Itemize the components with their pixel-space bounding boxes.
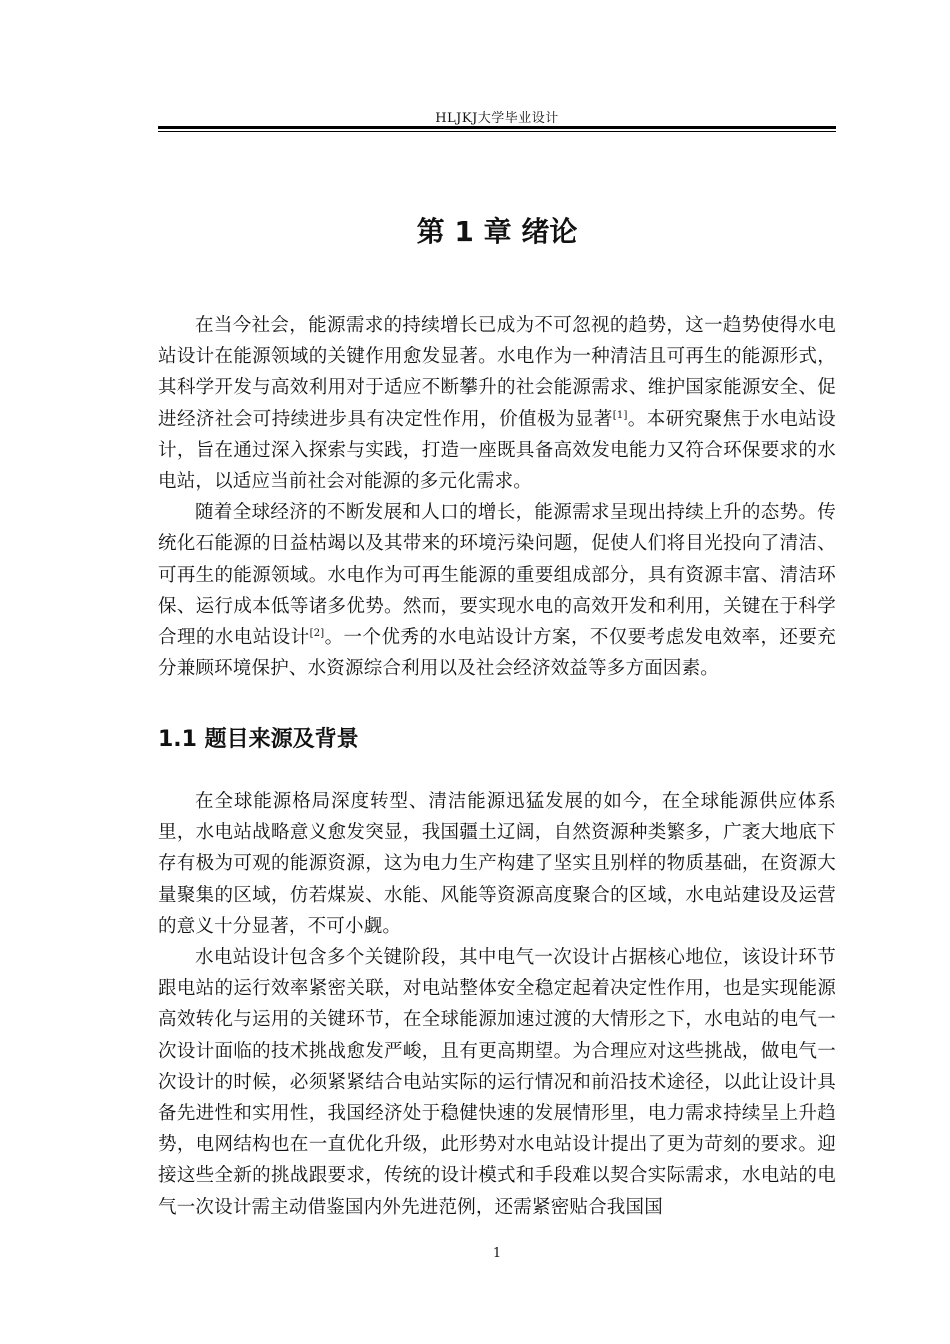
section-text <box>158 786 836 1223</box>
intro-text <box>158 310 836 684</box>
intro-paragraph-1 <box>158 310 836 497</box>
section-paragraph-2: 水电站设计包含多个关键阶段，其中电气一次设计占据核心地位，该设计环节跟电站的运行效率紧密关联，对电站整体安全稳定起着决定性作用，也是实现能源高效转化与运用的关键环节，在全球能源加速过渡的大情形之下，水电站的电气一次设计面临的技术挑战愈发严峻，且有更高期望。为合理应对这些挑战，做电气一次设计的时候，必须紧紧结合电站实际的运行情况和前沿技术途径，以此让设计具备先进性和实用性，我国经济处于稳健快速的发展情形里，电力需求持续呈上升趋势，电网结构也在一直优化升级，此形势对水电站设计提出了更为苛刻的要求。迎接这些全新的挑战跟要求，传统的设计模式和手段难以契合实际需求，水电站的电气一次设计需主动借鉴国内外先进范例，还需紧密贴合我国国 <box>158 947 836 1218</box>
intro-paragraph-2 <box>158 497 836 684</box>
citation-2: [2] <box>309 627 325 639</box>
intro-paragraph-2-text-cont: 。一个优秀的水电站设计方案，不仅要考虑发电效率，还要充分兼顾环境保护、水资源综合利用以及社会经济效益等多方面因素。 <box>158 627 836 680</box>
intro-paragraph-1-text: 在当今社会，能源需求的持续增长已成为不可忽视的趋势，这一趋势使得水电站设计在能源领域的关键作用愈发显著。水电作为一种清洁且可再生的能源形式，其科学开发与高效利用对于适应不断攀升的社会能源需求、维护国家能源安全、促进经济社会可持续进步具有决定性作用，价值极为显著 <box>158 315 836 430</box>
section-paragraph-1: 在全球能源格局深度转型、清洁能源迅猛发展的如今，在全球能源供应体系里，水电站战略意义愈发突显，我国疆土辽阔，自然资源种类繁多，广袤大地底下存有极为可观的能源资源，这为电力生产构建了坚实且别样的物质基础，在资源大量聚集的区域，仿若煤炭、水能、风能等资源高度聚合的区域，水电站建设及运营的意义十分显著，不可小觑。 <box>158 791 836 937</box>
header-rule-thick <box>158 126 836 129</box>
intro-paragraph-2-text: 随着全球经济的不断发展和人口的增长，能源需求呈现出持续上升的态势。传统化石能源的日益枯竭以及其带来的环境污染问题，促使人们将目光投向了清洁、可再生的能源领域。水电作为可再生能源的重要组成部分，具有资源丰富、清洁环保、运行成本低等诸多优势。然而，要实现水电的高效开发和利用，关键在于科学合理的水电站设计 <box>158 502 836 649</box>
section-heading: 1.1 题目来源及背景 <box>158 727 359 752</box>
intro-paragraph-1-text-cont: 。本研究聚焦于水电站设计，旨在通过深入探索与实践，打造一座既具备高效发电能力又符合环保要求的水电站，以适应当前社会对能源的多元化需求。 <box>158 408 836 493</box>
header-rule-thin <box>158 131 836 132</box>
page-number: 1 <box>492 1246 502 1261</box>
chapter-title: 第 1 章 绪论 <box>416 215 578 248</box>
running-header: HLJKJ大学毕业设计 <box>435 111 559 126</box>
citation-1: [1] <box>612 409 628 421</box>
